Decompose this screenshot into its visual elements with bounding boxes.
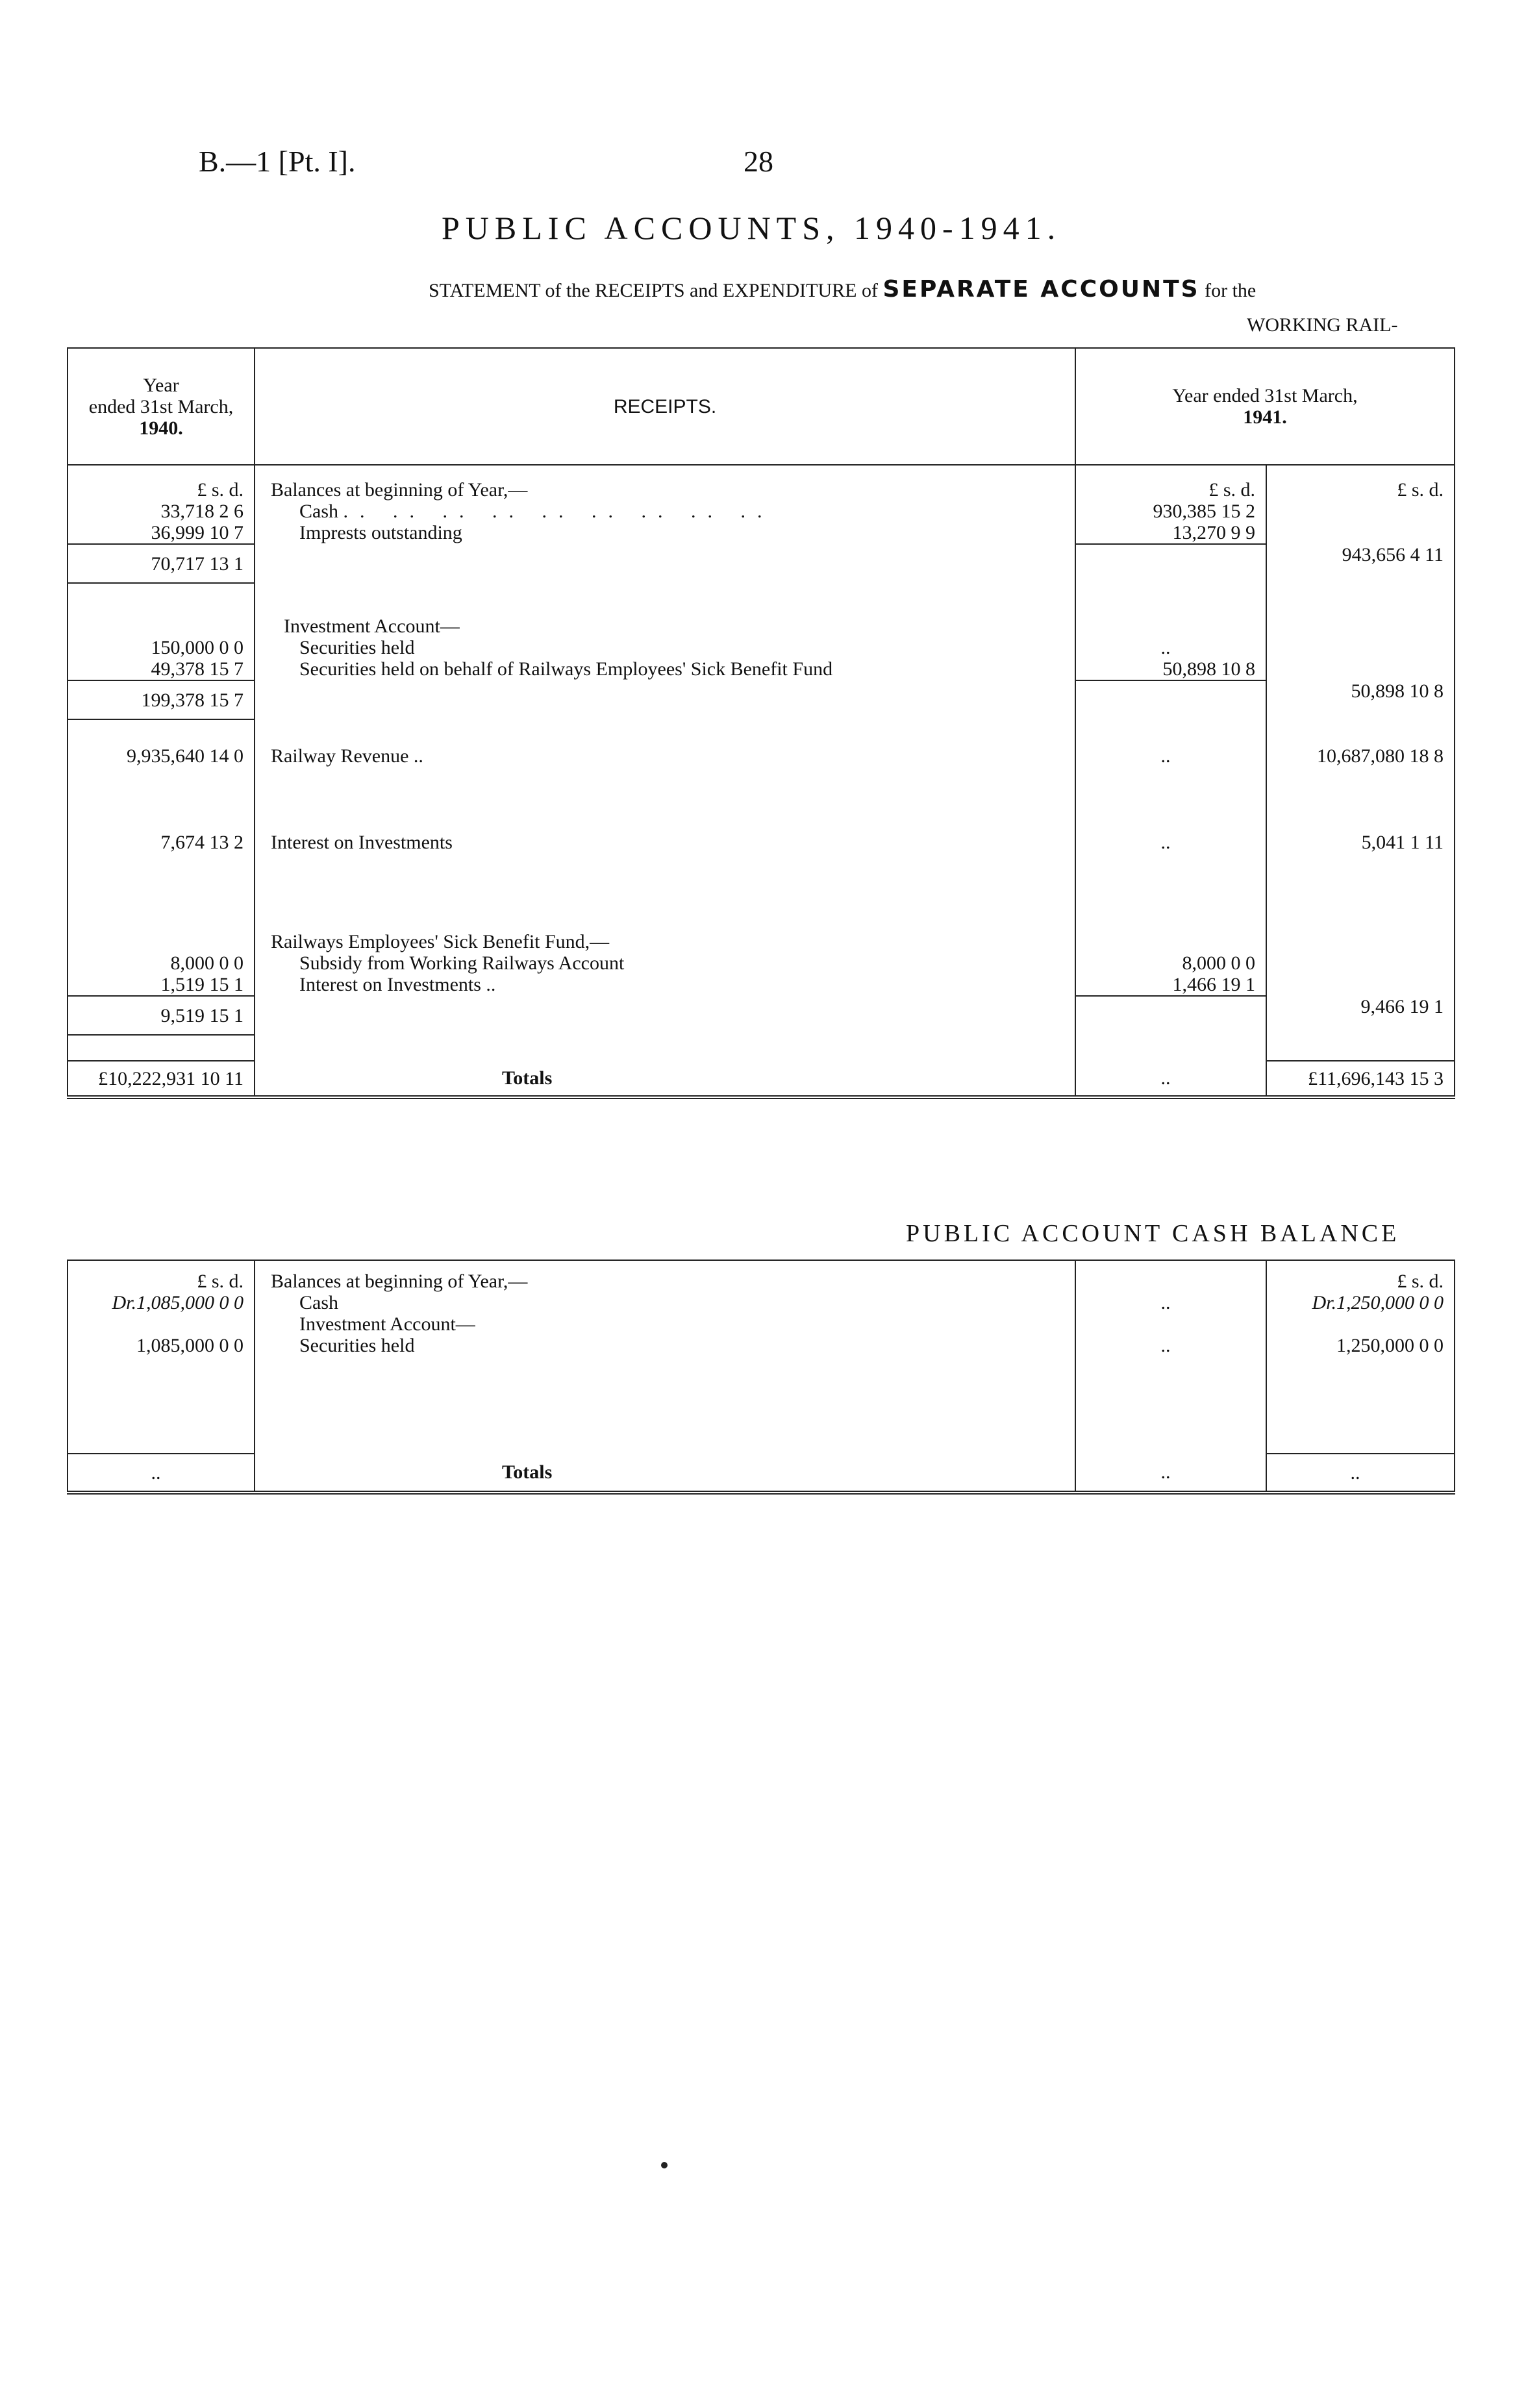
subsidy-1941: 8,000 0 0 [1075,952,1266,974]
cb-securities-label: Securities held [255,1335,1075,1356]
statement-subtitle [429,276,1256,303]
balances-total-1941: 943,656 4 11 [1266,544,1455,583]
cash-label: Cash .. .. .. .. .. .. .. .. .. [255,501,1075,522]
cb-units-1940: £ s. d. [68,1271,255,1292]
cb-cash-mid: .. [1075,1292,1266,1313]
sick-interest-1940: 1,519 15 1 [68,974,255,996]
totals-mid: .. [1075,1061,1266,1097]
revenue-label: Railway Revenue .. [255,745,1075,767]
cb-totals-mid: .. [1075,1454,1266,1493]
document-reference: B.—1 [Pt. I]. [199,145,356,178]
cb-total-1941: .. [1266,1454,1455,1493]
subtitle-pre: STATEMENT of the RECEIPTS and EXPENDITURE of [429,280,878,301]
securities-1941: .. [1075,637,1266,658]
sick-total-1941: 9,466 19 1 [1266,996,1455,1035]
cb-securities-1940: 1,085,000 0 0 [68,1335,255,1356]
investment-heading: Investment Account— [255,615,1075,637]
units-1941-b: £ s. d. [1266,479,1455,501]
revenue-1941: 10,687,080 18 8 [1266,745,1455,767]
imprests-label: Imprests outstanding [255,522,1075,544]
balances-heading: Balances at beginning of Year,— [255,479,1075,501]
cb-balances-heading: Balances at beginning of Year,— [255,1271,1075,1292]
subsidy-1940: 8,000 0 0 [68,952,255,974]
cb-investment-heading: Investment Account— [255,1313,1075,1335]
securities-sick-label: Securities held on behalf of Railways Employees' Sick Benefit Fund [255,658,1075,680]
balances-total-1940: 70,717 13 1 [68,544,255,583]
cash-balance-title: PUBLIC ACCOUNT CASH BALANCE [906,1220,1400,1247]
cash-1941: 930,385 15 2 [1075,501,1266,522]
securities-sick-1941: 50,898 10 8 [1075,658,1266,680]
cash-1940: 33,718 2 6 [68,501,255,522]
page-mark [661,2162,668,2168]
cb-cash-1941: Dr.1,250,000 0 0 [1266,1292,1455,1313]
totals-label: Totals [255,1061,1075,1097]
units-1940: £ s. d. [68,479,255,501]
revenue-mid: .. [1075,745,1266,767]
receipts-table [67,347,1455,1099]
grand-total-1941: £11,696,143 15 3 [1266,1061,1455,1097]
investment-total-1941: 50,898 10 8 [1266,680,1455,719]
subtitle-post: for the [1205,280,1257,301]
col-1941-header: Year ended 31st March, 1941. [1075,348,1455,465]
cb-securities-1941: 1,250,000 0 0 [1266,1335,1455,1356]
imprests-1940: 36,999 10 7 [68,522,255,544]
subtitle-continuation: WORKING RAIL- [1247,314,1398,336]
interest-1940: 7,674 13 2 [68,832,255,853]
units-1941-a: £ s. d. [1075,479,1266,501]
cb-totals-label: Totals [255,1454,1075,1493]
cb-total-1940: .. [68,1454,255,1493]
revenue-1940: 9,935,640 14 0 [68,745,255,767]
sick-fund-heading: Railways Employees' Sick Benefit Fund,— [255,931,1075,952]
grand-total-1940: £10,222,931 10 11 [68,1061,255,1097]
investment-total-1940: 199,378 15 7 [68,680,255,719]
subtitle-bold: SEPARATE ACCOUNTS [882,276,1200,303]
col-receipts-header: RECEIPTS. [255,348,1075,465]
cb-cash-1940: Dr.1,085,000 0 0 [68,1292,255,1313]
securities-1940: 150,000 0 0 [68,637,255,658]
securities-label: Securities held [255,637,1075,658]
cb-units-1941: £ s. d. [1266,1271,1455,1292]
col-1940-header: Year ended 31st March, 1940. [68,348,255,465]
page-title: PUBLIC ACCOUNTS, 1940-1941. [442,210,1062,246]
interest-mid: .. [1075,832,1266,853]
cb-securities-mid: .. [1075,1335,1266,1356]
cb-cash-label: Cash [255,1292,1075,1313]
subsidy-label: Subsidy from Working Railways Account [255,952,1075,974]
imprests-1941: 13,270 9 9 [1075,522,1266,544]
sick-interest-1941: 1,466 19 1 [1075,974,1266,996]
interest-label: Interest on Investments [255,832,1075,853]
cash-balance-table [67,1260,1455,1495]
interest-1941: 5,041 1 11 [1266,832,1455,853]
securities-sick-1940: 49,378 15 7 [68,658,255,680]
sick-total-1940: 9,519 15 1 [68,996,255,1035]
sick-interest-label: Interest on Investments .. [255,974,1075,996]
page-number: 28 [744,145,773,178]
